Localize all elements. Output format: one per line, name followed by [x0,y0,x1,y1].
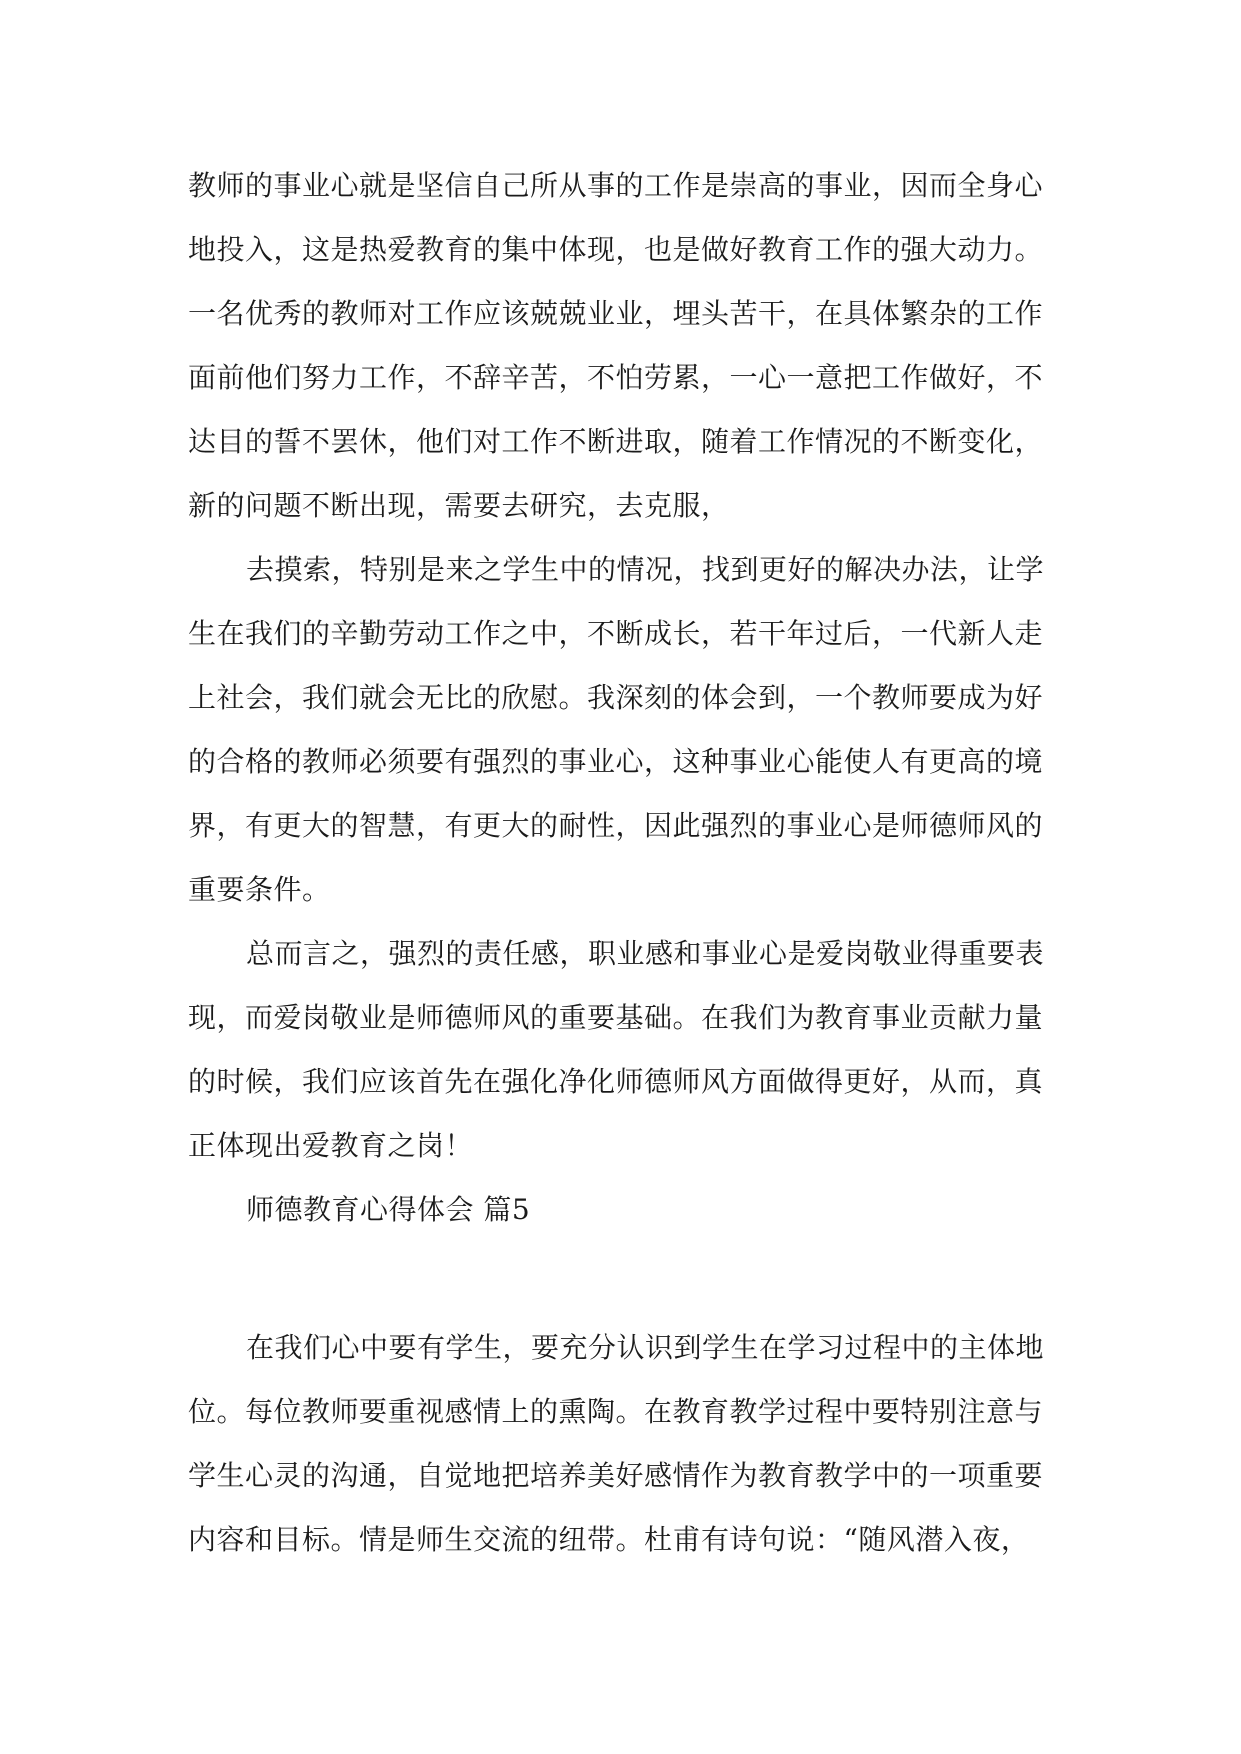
text-line: 位。每位教师要重视感情上的熏陶。在教育教学过程中要特别注意与 [188,1395,1044,1428]
paragraph [188,922,1060,1178]
paragraph [188,154,1060,538]
text-line: 达目的誓不罢休，他们对工作不断进取，随着工作情况的不断变化， [188,425,1044,458]
text-line: 生在我们的辛勤劳动工作之中，不断成长，若干年过后，一代新人走 [188,617,1044,650]
text-line: 现，而爱岗敬业是师德师风的重要基础。在我们为教育事业贡献力量 [188,1001,1044,1034]
text-line: 界，有更大的智慧，有更大的耐性，因此强烈的事业心是师德师风的 [188,809,1044,842]
text-line: 总而言之，强烈的责任感，职业感和事业心是爱岗敬业得重要表 [246,937,1045,970]
document-body [188,154,1060,1572]
text-line: 新的问题不断出现，需要去研究，去克服， [188,489,730,522]
text-line: 地投入，这是热爱教育的集中体现，也是做好教育工作的强大动力。 [188,233,1044,266]
text-line: 正体现出爱教育之岗！ [188,1129,474,1162]
text-line: 去摸索，特别是来之学生中的情况，找到更好的解决办法，让学 [246,553,1045,586]
text-line: 面前他们努力工作，不辞辛苦，不怕劳累，一心一意把工作做好，不 [188,361,1044,394]
paragraph [188,538,1060,922]
text-line: 教师的事业心就是坚信自己所从事的工作是崇高的事业，因而全身心 [188,169,1044,202]
text-line: 学生心灵的沟通，自觉地把培养美好感情作为教育教学中的一项重要 [188,1459,1044,1492]
paragraph [188,1316,1060,1572]
section-heading: 师德教育心得体会 篇5 [246,1193,531,1226]
text-line: 一名优秀的教师对工作应该兢兢业业，埋头苦干，在具体繁杂的工作 [188,297,1044,330]
text-line: 重要条件。 [188,873,331,906]
text-line: 上社会，我们就会无比的欣慰。我深刻的体会到，一个教师要成为好 [188,681,1044,714]
text-line: 在我们心中要有学生，要充分认识到学生在学习过程中的主体地 [246,1331,1045,1364]
text-line: 的时候，我们应该首先在强化净化师德师风方面做得更好，从而，真 [188,1065,1044,1098]
text-line: 内容和目标。情是师生交流的纽带。杜甫有诗句说：“随风潜入夜， [188,1523,1030,1556]
text-line: 的合格的教师必须要有强烈的事业心，这种事业心能使人有更高的境 [188,745,1044,778]
